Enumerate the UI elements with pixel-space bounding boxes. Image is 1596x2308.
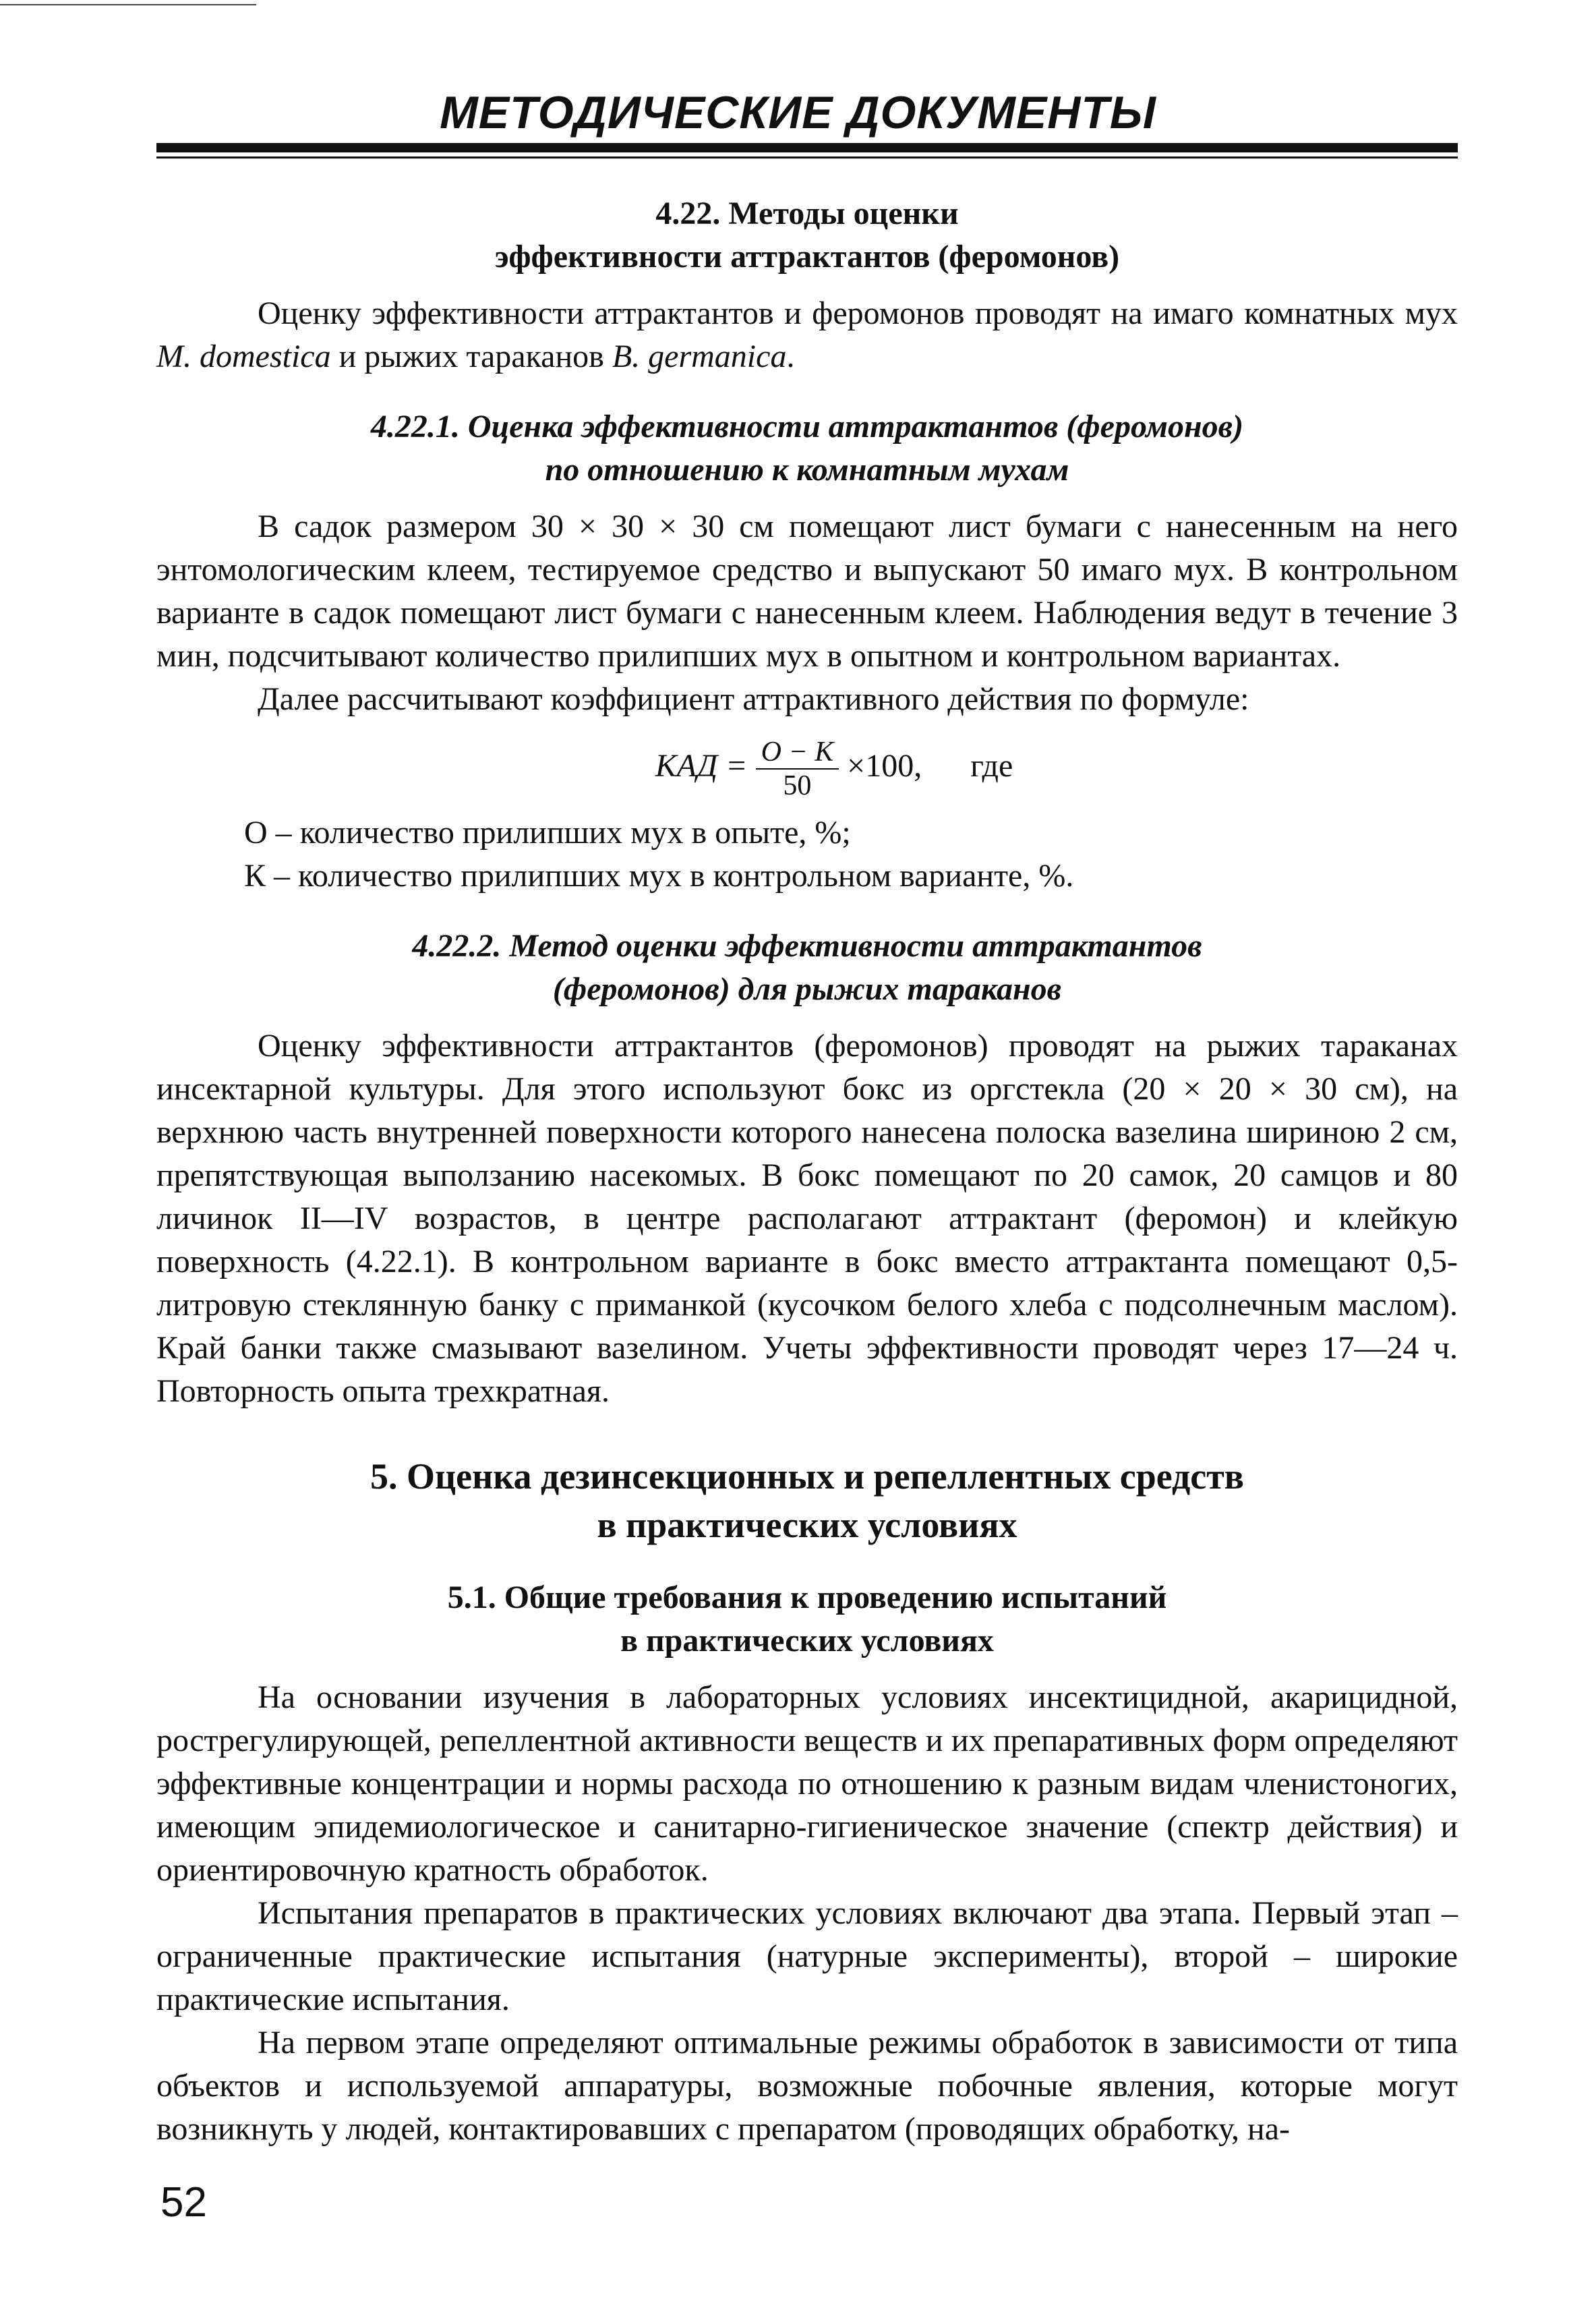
species-blattella: B. germanica (612, 339, 787, 374)
section-5-title-line1: 5. Оценка дезинсекционных и репеллентных средств (370, 1456, 1244, 1497)
formula-fraction (756, 736, 839, 802)
header-rule-thin (156, 156, 1458, 158)
section-4-22-title-line2: эффективности аттрактантов (феромонов) (494, 239, 1120, 275)
section-4-22-2-title-line2: (феромонов) для рыжих тараканов (552, 971, 1062, 1007)
species-musca: M. domestica (156, 339, 331, 374)
formula-numerator: О − К (756, 736, 839, 770)
section-5-1-paragraph-2: Испытания препаратов в практических условиях включают два этапа. Первый этап – ограниченные практические испытания (натурные эксперименты), второй – широкие практические испытания. (156, 1895, 1458, 2017)
section-5-1-paragraph-3: На первом этапе определяют оптимальные режимы обработок в зависимости от типа объектов и используемой аппаратуры, возможные побочные явления, которые могут возникнуть у людей, контактировавших с препаратом (проводящих обработку, на- (156, 2025, 1458, 2147)
formula-kad (156, 736, 1458, 802)
formula-where: где (970, 748, 1013, 784)
section-5-1-title-line2: в практических условиях (620, 1623, 994, 1658)
definition-k: К – количество прилипших мух в контрольном варианте, %. (244, 858, 1074, 894)
section-4-22-title-line1: 4.22. Методы оценки (655, 196, 959, 231)
formula-denominator: 50 (783, 770, 812, 801)
page-number: 52 (160, 2179, 207, 2226)
running-header: МЕТОДИЧЕСКИЕ ДОКУМЕНТЫ (440, 87, 1156, 138)
header-rule-thick (156, 143, 1458, 152)
section-5-1-title-line1: 5.1. Общие требования к проведению испытаний (447, 1580, 1167, 1615)
formula-lhs: КАД = (655, 748, 748, 784)
section-4-22-1-paragraph-2: Далее рассчитывают коэффициент аттрактивного действия по формуле: (258, 681, 1249, 717)
section-4-22-1-title-line2: по отношению к комнатным мухам (545, 452, 1069, 488)
section-4-22-1-title-line1: 4.22.1. Оценка эффективности аттрактантов (феромонов) (370, 409, 1244, 444)
section-4-22-2-paragraph: Оценку эффективности аттрактантов (феромонов) проводят на рыжих тараканах инсектарной культуры. Для этого используют бокс из оргстекла (20 × 20 × 30 см), на верхнюю часть внутренней поверхности которого нанесена полоска вазелина шириною 2 см, препятствующая выползанию насекомых. В бокс помещают по 20 самок, 20 самцов и 80 личинок II—IV возрастов, в центре располагают аттрактант (феромон) и клейкую поверхность (4.22.1). В контрольном варианте в бокс вместо аттрактанта помещают 0,5-литровую стеклянную банку с приманкой (кусочком белого хлеба с подсолнечным маслом). Край банки также смазывают вазелином. Учеты эффективности проводят через 17—24 ч. Повторность опыта трехкратная. (156, 1028, 1458, 1409)
section-4-22-intro: Оценку эффективности аттрактантов и феромонов проводят на имаго комнатных мух M. domestica и рыжих тараканов B. germanica. (156, 295, 1458, 374)
section-4-22-2-title-line1: 4.22.2. Метод оценки эффективности аттрактантов (412, 928, 1202, 964)
page-body (156, 192, 1458, 2151)
formula-multiplier: ×100, (847, 748, 922, 784)
definition-o: О – количество прилипших мух в опыте, %; (244, 815, 851, 850)
top-edge-rule (0, 4, 256, 5)
section-5-1-paragraph-1: На основании изучения в лабораторных условиях инсектицидной, акарицидной, рострегулирующей, репеллентной активности веществ и их препаративных форм определяют эффективные концентрации и нормы расхода по отношению к разным видам членистоногих, имеющим эпидемиологическое и санитарно-гигиеническое значение (спектр действия) и ориентировочную кратность обработок. (156, 1679, 1458, 1888)
section-5-title-line2: в практических условиях (597, 1505, 1017, 1545)
section-4-22-1-paragraph-1: В садок размером 30 × 30 × 30 см помещают лист бумаги с нанесенным на него энтомологическим клеем, тестируемое средство и выпускают 50 имаго мух. В контрольном варианте в садок помещают лист бумаги с нанесенным клеем. Наблюдения ведут в течение 3 мин, подсчитывают количество прилипших мух в опытном и контрольном вариантах. (156, 509, 1458, 674)
